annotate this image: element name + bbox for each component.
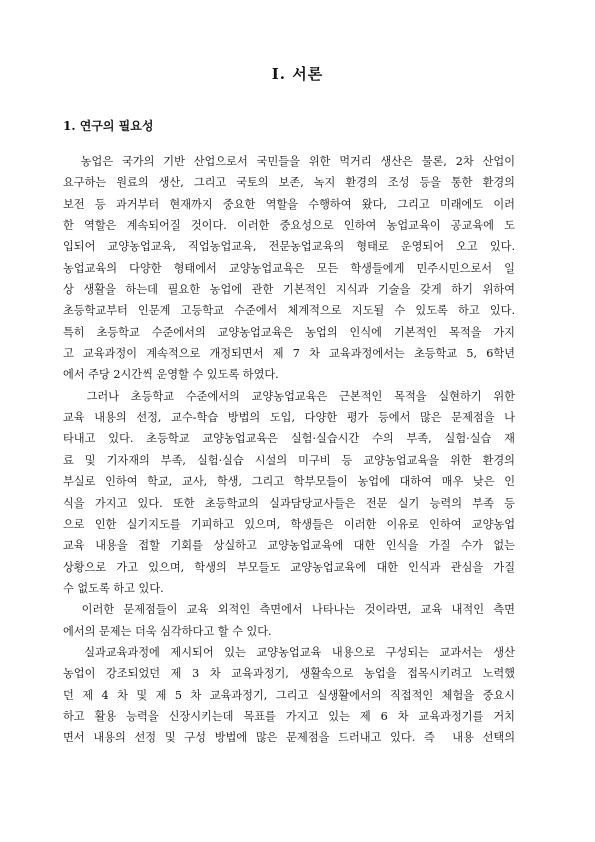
text-line: 농업이 강조되었던 제 3 차 교육과정기, 생활속으로 농업을 접목시키려고 노력했	[63, 667, 515, 681]
text-line: 초등학교부터 인문계 고등학교 수준에서 체계적으로 지도될 수 있도록 하고 있다.	[63, 304, 515, 318]
text-line: 실과교육과정에 제시되어 있는 교양농업교육 내용으로 구성되는 교과서는 생산	[63, 645, 515, 659]
text-line: 특히 초등학교 수준에서의 교양농업교육은 농업의 인식에 기본적인 목적을 가지	[63, 325, 515, 339]
text-line: 상 생활을 하는데 필요한 농업에 관한 기본적인 지식과 기술을 갖게 하기 위하여	[63, 283, 515, 297]
text-line: 상황으로 가고 있으며, 학생의 부모들도 교양농업교육에 대한 인식과 관심을 가질	[63, 560, 515, 574]
text-line: 고 교육과정이 계속적으로 개정되면서 제 7 차 교육과정에서는 초등학교 5, 6학년	[63, 347, 515, 361]
text-line: 한 역할은 계속되어질 것이다. 이러한 중요성으로 인하여 농업교육이 공교육에 도	[63, 219, 515, 233]
text-line: 보전 등 과거부터 현재까지 중요한 역할을 수행하여 왔다, 그리고 미래에도 이러	[63, 197, 515, 211]
body-text	[63, 151, 515, 749]
text-line: 하고 활용 능력을 신장시키는데 목표를 가지고 있는 제 6 차 교육과정기를 거치	[63, 709, 515, 723]
text-line: 던 제 4 차 및 제 5 차 교육과정기, 그리고 실생활에서의 직접적인 체험을 중요시	[63, 688, 515, 702]
section-title: 1. 연구의 필요성	[63, 119, 154, 133]
text-line: 교육 내용을 접할 기회를 상실하고 교양농업교육에 대한 인식을 가질 수가 없는	[63, 539, 515, 553]
text-line: 료 및 기자재의 부족, 실험·실습 시설의 미구비 등 교양농업교육을 위한 환경의	[63, 453, 515, 467]
text-line: 식을 가지고 있다. 또한 초등학교의 실과담당교사들은 전문 실기 능력의 부족 등	[63, 496, 515, 510]
text-line: 타내고 있다. 초등학교 교양농업교육은 실험·실습시간 수의 부족, 실험·실습 재	[63, 432, 515, 446]
text-line: 입되어 교양농업교육, 직업농업교육, 전문농업교육의 형태로 운영되어 오고 있다.	[63, 240, 515, 254]
text-line: 에서 주당 2시간씩 운영할 수 있도록 하였다.	[63, 368, 279, 382]
text-line: 요구하는 원료의 생산, 그리고 국토의 보존, 녹지 환경의 조성 등을 통한 환경의	[63, 176, 515, 190]
text-line: 농업은 국가의 기반 산업으로서 국민들을 위한 먹거리 생산은 물론, 2차 산업이	[63, 155, 515, 168]
text-line: 농업교육의 다양한 형태에서 교양농업교육은 모든 학생들에게 민주시민으로서 일	[63, 261, 515, 275]
text-line: 이러한 문제점들이 교육 외적인 측면에서 나타나는 것이라면, 교육 내적인 측면	[63, 603, 515, 617]
text-line: 에서의 문제는 더욱 심각하다고 할 수 있다.	[63, 624, 272, 638]
chapter-title: Ⅰ. 서론	[271, 65, 324, 83]
text-line: 수 없도록 하고 있다.	[63, 581, 164, 595]
text-line: 면서 내용의 선정 및 구성 방법에 많은 문제점을 드러내고 있다. 즉 내용 선택의	[63, 731, 515, 745]
text-line: 그러나 초등학교 수준에서의 교양농업교육은 근본적인 목적을 실현하기 위한	[63, 389, 515, 403]
text-line: 으로 인한 실기지도를 기피하고 있으며, 학생들은 이러한 이유로 인하여 교양농업	[63, 517, 515, 531]
text-line: 교육 내용의 선정, 교수-학습 방법의 도입, 다양한 평가 등에서 많은 문제점을 나	[63, 411, 515, 425]
text-line: 부실로 인하여 학교, 교사, 학생, 그리고 학부모들이 농업에 대하여 매우 낮은 인	[63, 475, 515, 489]
